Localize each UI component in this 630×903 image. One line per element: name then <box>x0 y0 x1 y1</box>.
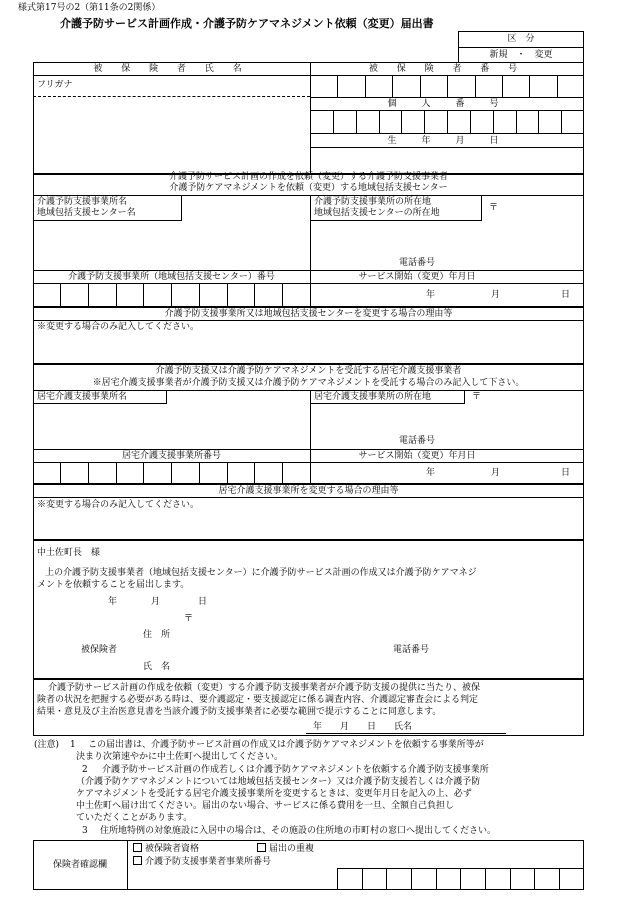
note-2-line-e: ていただくことがあります。 <box>76 813 193 823</box>
support-start-year: 年 <box>426 290 436 300</box>
care-heading-2: ※居宅介護支援事業者が介護予防支援又は介護予防ケアマネジメントを受託する場合のみ記入して下さい。 <box>92 378 525 388</box>
support-reason-note: ※変更する場合のみ記入してください。 <box>37 322 200 332</box>
confirm-option-2[interactable] <box>257 843 314 855</box>
care-address-field[interactable] <box>311 405 583 435</box>
checkbox-icon[interactable] <box>133 856 142 865</box>
confirm-option-3-label: 介護予防支援事業者事業所番号 <box>145 857 272 867</box>
note-1-line-a: この届出書は、介護予防サービス計画の作成又は介護予防ケアマネジメントを依頼する事業所等が <box>88 740 484 750</box>
support-heading-2: 介護予防ケアマネジメントを依頼（変更）する地域包括支援センター <box>169 183 448 193</box>
support-address-label-1: 介護予防支援事業所の所在地 <box>314 197 432 207</box>
category-value[interactable]: 新規 ・ 変更 <box>489 50 553 60</box>
declaration-phone-label: 電話番号 <box>393 645 430 655</box>
care-phone-label: 電話番号 <box>398 436 435 446</box>
support-name-field[interactable] <box>34 222 309 269</box>
declaration-insured-label: 被保険者 <box>81 645 118 655</box>
support-start-day: 日 <box>561 290 571 300</box>
support-heading-1: 介護予防サービス計画の作成を依頼（変更）する介護予防支援事業者 <box>168 172 448 182</box>
consent-sign-line[interactable]: 年 月 日 氏名 <box>313 722 413 732</box>
support-address-field[interactable] <box>311 222 583 257</box>
declaration-signature-field[interactable] <box>190 626 570 674</box>
furigana-label: フリガナ <box>37 80 73 90</box>
individual-number-label: 個 人 番 号 <box>387 99 507 109</box>
care-name-field[interactable] <box>34 405 309 449</box>
declaration-month: 月 <box>151 597 161 607</box>
confirm-option-2-label: 届出の重複 <box>269 844 315 854</box>
form-number: 様式第17号の2（第11条の2関係） <box>18 3 161 13</box>
support-postal-mark: 〒 <box>489 203 499 213</box>
care-start-month: 月 <box>491 468 501 478</box>
support-start-label: サービス開始（変更）年月日 <box>358 272 476 282</box>
declaration-body-1: 上の介護予防支援事業者（地域包括支援センター）に介護予防サービス計画の作成又は介護予防ケアマネジ <box>45 568 477 578</box>
care-number-label: 居宅介護支援事業所番号 <box>121 451 221 461</box>
care-start-day: 日 <box>561 468 571 478</box>
support-name-label-1: 介護予防支援事業所名 <box>37 197 128 207</box>
declaration-day: 日 <box>198 597 208 607</box>
insured-number-header: 被 保 険 者 番 号 <box>368 64 526 74</box>
note-3-number: 3 <box>82 826 88 836</box>
insured-name-field[interactable] <box>34 97 309 173</box>
note-2-line-c: ケアマネジメントを受託する居宅介護支援事業所を変更するときは、変更年月日を記入の上、必ず <box>76 789 472 799</box>
note-3-line-a: 住所地特例の対象施設に入居中の場合は、その施設の住所地の市町村の窓口へ提出してください。 <box>100 826 497 836</box>
care-start-label: サービス開始（変更）年月日 <box>358 451 476 461</box>
care-name-label: 居宅介護支援事業所名 <box>37 392 128 402</box>
insured-name-header: 被 保 険 者 氏 名 <box>93 64 250 74</box>
care-postal-mark: 〒 <box>472 392 482 402</box>
form-title: 介護予防サービス計画作成・介護予防ケアマネジメント依頼（変更）届出書 <box>60 17 434 30</box>
category-label: 区 分 <box>507 34 535 44</box>
note-1-line-b: 決まり次第速やかに中土佐町へ提出してください。 <box>76 752 284 762</box>
note-2-line-a: 介護予防サービス計画の作成若しくは介護予防ケアマネジメントを依頼する介護予防支援事業所 <box>102 765 489 775</box>
birthdate-label: 生 年 月 日 <box>387 136 507 146</box>
confirm-label: 保険者確認欄 <box>52 860 107 870</box>
note-2-line-b: （介護予防ケアマネジメントについては地域包括支援センター）又は介護予防支援若しくは介護予防 <box>76 777 481 787</box>
consent-line-3: 結果・意見及び主治医意見書を当該介護予防支援事業者に必要な範囲で提示することに同意します。 <box>37 707 442 717</box>
care-address-label: 居宅介護支援事業所の所在地 <box>314 392 432 402</box>
support-reason-heading: 介護予防支援事業所又は地域包括支援センターを変更する場合の理由等 <box>164 309 453 319</box>
confirm-option-3[interactable] <box>133 856 271 868</box>
note-1-number: 1 <box>70 740 76 750</box>
declaration-address-label: 住 所 <box>143 630 171 640</box>
care-reason-heading: 居宅介護支援事業所を変更する場合の理由等 <box>218 486 399 496</box>
declaration-postal-mark: 〒 <box>184 614 194 624</box>
declaration-name-label: 氏 名 <box>143 662 171 672</box>
note-2-line-d: 中土佐町へ届け出てください。届出のない場合、サービスに係る費用を一旦、全額自己負担し <box>76 801 455 811</box>
support-phone-label: 電話番号 <box>398 258 435 268</box>
support-reason-field[interactable] <box>34 334 583 363</box>
addressee: 中土佐町長 様 <box>37 548 101 558</box>
consent-line-1: 介護予防サービス計画の作成を依頼（変更）する介護予防支援事業者が介護予防支援の提供に当たり、被保 <box>48 683 481 693</box>
consent-line-2: 険者の状況を把握する必要がある時は、要介護認定・要支援認定に係る調査内容、介護認定審査会による判定 <box>37 695 479 705</box>
checkbox-icon[interactable] <box>133 843 142 852</box>
support-name-label-2: 地域包括支援センター名 <box>37 208 136 218</box>
declaration-year: 年 <box>108 597 118 607</box>
support-start-month: 月 <box>491 290 501 300</box>
confirm-option-1[interactable] <box>133 843 199 855</box>
support-number-label: 介護予防支援事業所（地域包括支援センター）番号 <box>68 272 275 282</box>
support-address-label-2: 地域包括支援センターの所在地 <box>314 208 440 218</box>
confirm-option-1-label: 被保険者資格 <box>145 844 200 854</box>
care-reason-note: ※変更する場合のみ記入してください。 <box>37 500 200 510</box>
note-2-number: 2 <box>82 765 88 775</box>
notes-label: (注意) <box>34 740 60 750</box>
care-reason-field[interactable] <box>34 512 583 539</box>
checkbox-icon[interactable] <box>257 843 266 852</box>
care-heading-1: 介護予防支援又は介護予防ケアマネジメントを受託する居宅介護支援事業者 <box>155 366 462 376</box>
birthdate-field[interactable] <box>311 148 583 173</box>
declaration-body-2: メントを依頼することを届出します。 <box>37 580 190 590</box>
care-start-year: 年 <box>426 468 436 478</box>
